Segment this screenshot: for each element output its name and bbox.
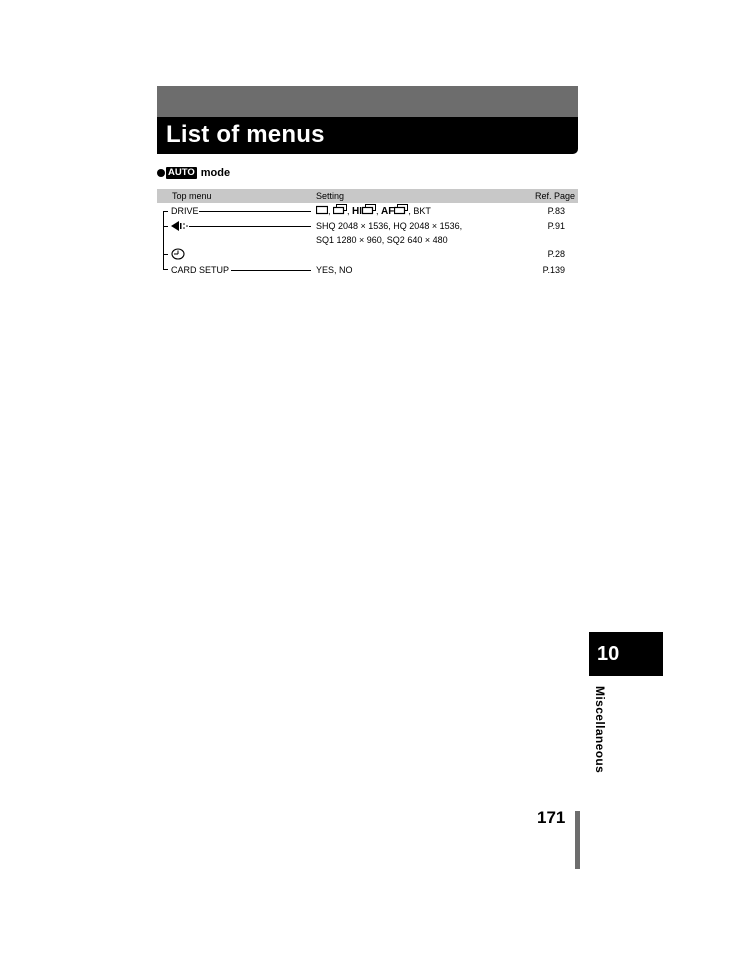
tree-tick — [163, 254, 168, 255]
tree-tick — [163, 211, 168, 212]
menu-item-drive: DRIVE — [171, 206, 199, 216]
sequential-icon — [394, 204, 408, 215]
hi-label: HI — [352, 206, 363, 217]
ref-page: P.83 — [547, 206, 565, 216]
sequential-icon — [333, 204, 347, 215]
leader-line — [231, 270, 311, 271]
ref-page: P.139 — [542, 265, 565, 275]
ref-page: P.28 — [547, 249, 565, 259]
clock-icon — [171, 248, 185, 260]
chapter-number: 10 — [597, 643, 620, 665]
drive-settings-suffix: , BKT — [408, 206, 431, 216]
card-setup-settings: YES, NO — [316, 265, 353, 275]
leader-line — [199, 211, 311, 212]
tree-tick — [163, 226, 168, 227]
ref-page: P.91 — [547, 221, 565, 231]
tree-tick — [163, 269, 168, 270]
header-band-gray — [157, 86, 578, 117]
auto-mode-badge: AUTO — [168, 167, 195, 178]
single-frame-icon — [316, 205, 328, 215]
page-number: 171 — [537, 808, 566, 827]
af-label: AF — [381, 206, 395, 217]
table-header — [157, 189, 578, 203]
drive-settings: , , HI , AF , BKT — [316, 204, 431, 218]
mode-heading — [157, 165, 230, 181]
bullet-icon — [157, 169, 165, 177]
column-header-ref-page: Ref. Page — [534, 191, 575, 201]
menu-item-card-setup: CARD SETUP — [171, 265, 230, 275]
chapter-label: Miscellaneous — [593, 686, 607, 774]
page-title: List of menus — [166, 121, 325, 148]
column-header-setting: Setting — [316, 191, 345, 201]
quality-settings-line2: SQ1 1280 × 960, SQ2 640 × 480 — [316, 235, 448, 245]
tree-connector — [163, 211, 164, 269]
mode-label: mode — [200, 167, 231, 179]
quality-settings-line1: SHQ 2048 × 1536, HQ 2048 × 1536, — [316, 221, 463, 231]
quality-icon — [171, 221, 189, 231]
page-number-bar — [575, 811, 580, 869]
leader-line — [189, 226, 311, 227]
sequential-icon — [362, 204, 376, 215]
column-header-top-menu: Top menu — [172, 191, 212, 201]
